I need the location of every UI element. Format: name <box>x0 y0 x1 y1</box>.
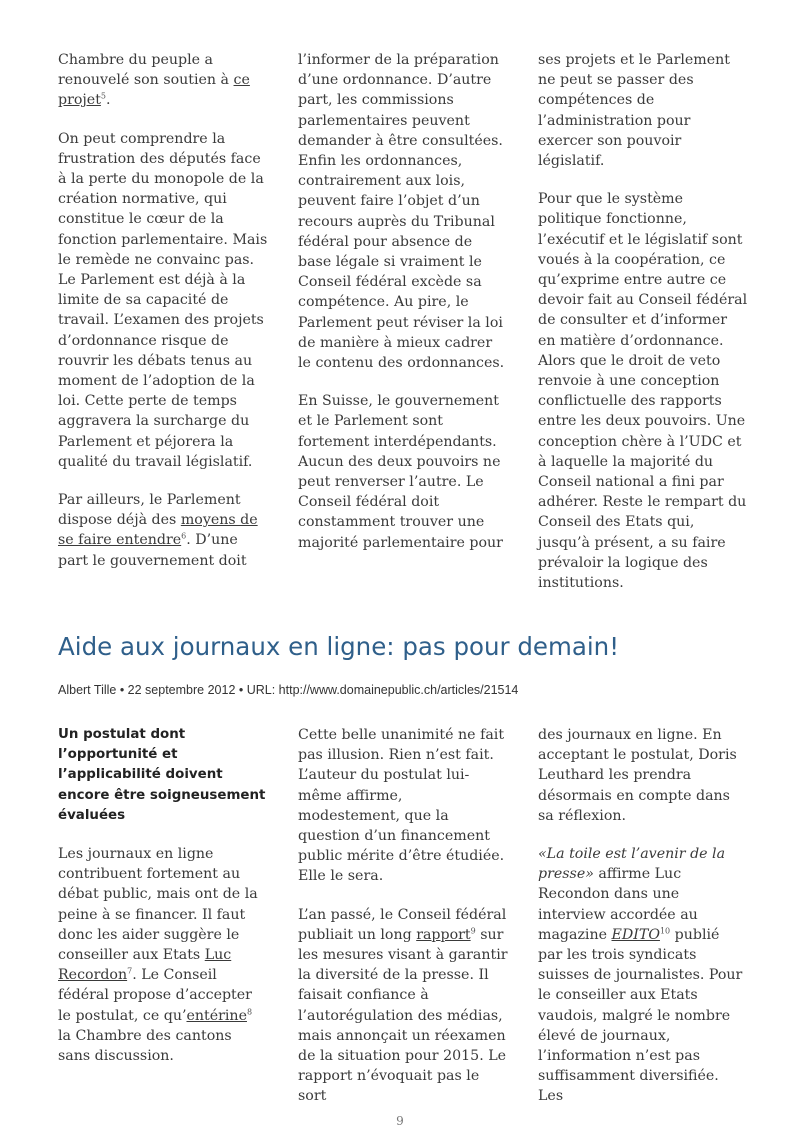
paragraph: l’informer de la préparation d’une ordonnance. D’autre part, les commissions parlementaires peuvent demander à être consultées. Enfin les ordonnances, contrairement aux lois, peuvent faire l’objet d’un recours auprès du Tribunal fédéral pour absence de base légale si vraiment le Conseil fédéral excède sa compétence. Au pire, le Parlement peut réviser la loi de manière à mieux cadrer le contenu des ordonnances. <box>298 52 505 372</box>
article-column-2 <box>298 725 508 1125</box>
paragraph: Pour que le système politique fonctionne, l’exécutif et le législatif sont voués à la coopération, ce qu’exprime entre autre ce devoir fait au Conseil fédéral de consulter et d’informer en matière d’ordonnance. Alors que le droit de veto renvoie à une conception conflictuelle des rapports entre les deux pouvoirs. Une conception chère à l’UDC et à laquelle la majorité du Conseil national a fini par adhérer. Reste le rempart du Conseil des Etats qui, jusqu’à présent, a su faire prévaloir la logique des institutions. <box>538 191 748 592</box>
link-ce-projet[interactable]: ce projet <box>58 72 250 109</box>
paragraph <box>298 905 508 1107</box>
text: . <box>106 92 111 109</box>
link-edito[interactable]: EDITO <box>611 926 660 943</box>
footnote-ref: 6 <box>181 531 187 541</box>
column-2 <box>298 50 508 571</box>
text: affirme Luc Recondon dans une interview accordée au magazine <box>538 866 698 943</box>
footnote-ref: 5 <box>100 91 106 101</box>
paragraph <box>58 490 268 571</box>
text: Les journaux en ligne contribuent fortement au débat public, mais ont de la peine à se financer. Il faut donc les aider suggère le conseiller aux Etats <box>58 846 258 964</box>
article-title: Aide aux journaux en ligne: pas pour demain! <box>58 632 620 661</box>
link-rapport[interactable]: rapport <box>416 926 471 943</box>
footnote-ref: 10 <box>659 926 671 936</box>
paragraph: ses projets et le Parlement ne peut se passer des compétences de l’administration pour exercer son pouvoir législatif. <box>538 52 730 170</box>
paragraph: En Suisse, le gouvernement et le Parlement sont fortement interdépendants. Aucun des deux pouvoirs ne peut renverser l’autre. Le Conseil fédéral doit constamment trouver une majorité parlementaire pour <box>298 393 503 551</box>
page-number: 9 <box>396 1114 404 1128</box>
column-1 <box>58 50 268 589</box>
text: Chambre du peuple a renouvelé son soutien à <box>58 52 234 89</box>
text: sur les mesures visant à garantir la diversité de la presse. Il faisait confiance à l’autorégulation des médias, mais annonçait un réexamen de la situation pour 2015. Le rapport n’évoquait pas le sort <box>298 926 508 1105</box>
paragraph <box>538 844 748 1107</box>
footnote-ref: 7 <box>127 966 133 976</box>
footnote-ref: 9 <box>470 926 476 936</box>
link-moyens-de-se-faire-entendre[interactable]: moyens de se faire entendre <box>58 512 258 549</box>
link-enterine[interactable]: entérine <box>186 1007 247 1024</box>
text: Par ailleurs, le Parlement dispose déjà des <box>58 492 241 529</box>
paragraph: Cette belle unanimité ne fait pas illusion. Rien n’est fait. L’auteur du postulat lui-même affirme, modestement, que la question d’un financement public mérite d’être étudiée. Elle le sera. <box>298 727 505 885</box>
footnote-ref: 8 <box>246 1006 253 1016</box>
paragraph <box>58 50 268 111</box>
link-luc-recordon[interactable]: Luc Recordon <box>58 947 232 984</box>
article-column-1 <box>58 725 268 1084</box>
text: . D’une part le gouvernement doit <box>58 532 247 569</box>
text: publié par les trois syndicats suisses de journalistes. Pour le conseiller aux Etats vaudois, malgré le nombre élevé de journaux, l’information n’est pas suffisamment diversifiée. Les <box>538 926 743 1105</box>
text: la Chambre des cantons sans discussion. <box>58 1027 232 1065</box>
article-byline: Albert Tille • 22 septembre 2012 • URL: http://www.domainepublic.ch/articles/21514 <box>58 683 519 697</box>
paragraph <box>58 844 268 1066</box>
text: . Le Conseil fédéral propose d’accepter le postulat, ce qu’ <box>58 967 252 1024</box>
paragraph: On peut comprendre la frustration des députés face à la perte du monopole de la création normative, qui constitue le cœur de la fonction parlementaire. Mais le remède ne convainc pas. Le Parlement est déjà à la limite de sa capacité de travail. L’examen des projets d’ordonnance risque de rouvrir les débats tenus au moment de l’adoption de la loi. Cette perte de temps aggravera la surcharge du Parlement et péjorera la qualité du travail législatif. <box>58 130 268 470</box>
text: L’an passé, le Conseil fédéral publiait un long <box>298 906 507 943</box>
column-3 <box>538 50 748 611</box>
article-column-3 <box>538 725 748 1125</box>
quote: «La toile est l’avenir de la presse» <box>538 846 726 883</box>
paragraph: des journaux en ligne. En acceptant le postulat, Doris Leuthard les prendra désormais en compte dans sa réflexion. <box>538 727 737 824</box>
article-lead: Un postulat dont l’opportunité et l’applicabilité doivent encore être soigneusement évaluées <box>58 727 266 823</box>
